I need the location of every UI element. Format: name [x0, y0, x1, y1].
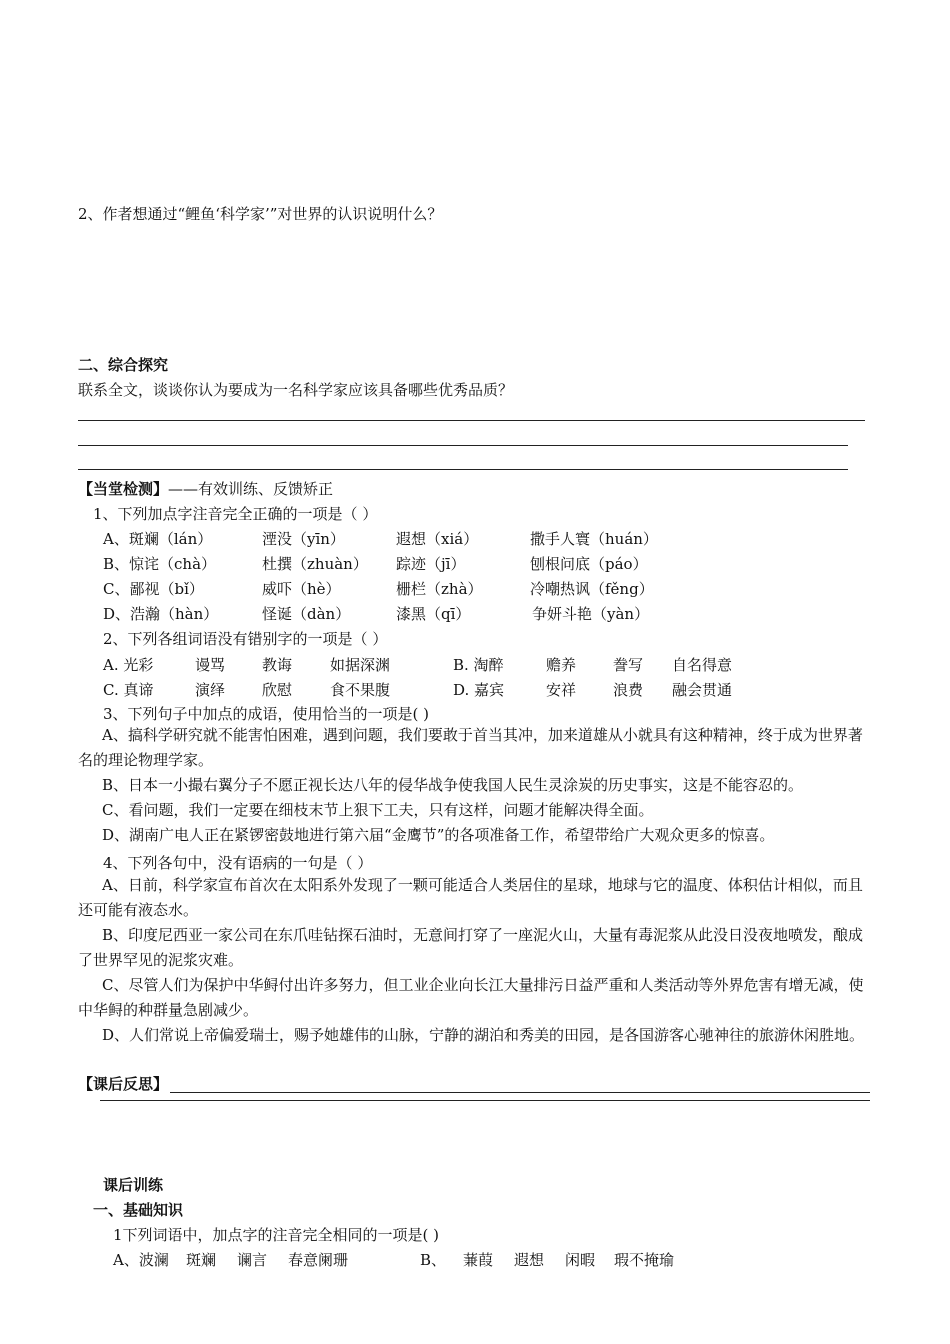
reflection-heading: 【课后反思】: [78, 1075, 169, 1093]
after-q1-b-4: 瑕不掩瑜: [614, 1251, 675, 1269]
comprehensive-prompt: 联系全文，谈谈你认为要成为一名科学家应该具备哪些优秀品质？: [78, 381, 514, 399]
q2-row1-7: 誊写: [613, 656, 644, 674]
q4-option-d: D、人们常说上帝偏爱瑞士，赐予她雄伟的山脉，宁静的湖泊和秀美的田园，是各国游客心驰神往的旅游休闲胜地。: [102, 1026, 865, 1044]
q2-row1-5: B. 淘醉: [453, 656, 504, 674]
after-class-q1-stem: 1下列词语中，加点字的注音完全相同的一项是( ): [113, 1226, 440, 1244]
after-q1-b-1: 蒹葭: [463, 1251, 494, 1269]
q2-row2-8: 融会贯通: [672, 681, 733, 699]
check-heading-row: [78, 478, 333, 499]
section-heading-comprehensive: 二、综合探究: [78, 356, 169, 374]
q1-option-d-4: 争妍斗艳（yàn）: [532, 605, 650, 623]
q2-row2-5: D. 嘉宾: [453, 681, 505, 699]
check-q3-stem: 3、下列句子中加点的成语，使用恰当的一项是( ): [103, 705, 430, 723]
q1-option-b-2: 杜撰（zhuàn）: [262, 555, 368, 573]
q2-row1-1: A. 光彩: [103, 656, 154, 674]
q2-row2-2: 演绎: [195, 681, 226, 699]
q3-option-c: C、看问题，我们一定要在细枝末节上狠下工夫，只有这样，问题才能解决得全面。: [102, 801, 654, 819]
after-class-title: 课后训练: [103, 1176, 164, 1194]
q2-row2-1: C. 真谛: [103, 681, 154, 699]
check-q2-stem: 2、下列各组词语没有错别字的一项是（ ）: [103, 630, 388, 648]
question-2: 2、作者想通过“鲤鱼‘科学家’”对世界的认识说明什么？: [78, 205, 443, 223]
q1-option-d-1: D、浩瀚（hàn）: [103, 605, 219, 623]
q1-option-a-2: 湮没（yīn）: [262, 530, 345, 548]
q1-option-b-4: 刨根问底（páo）: [530, 555, 648, 573]
q1-option-d-2: 怪诞（dàn）: [262, 605, 351, 623]
q3-option-b: B、日本一小撮右翼分子不愿正视长达八年的侵华战争使我国人民生灵涂炭的历史事实，这是不能容忍的。: [102, 776, 804, 794]
check-q1-stem: 1、下列加点字注音完全正确的一项是（ ）: [93, 505, 378, 523]
q1-option-a-1: A、斑斓（lán）: [103, 530, 213, 548]
q4-option-b: B、印度尼西亚一家公司在东爪哇钻探石油时，无意间打穿了一座泥火山，大量有毒泥浆从此没日没夜地喷发，酿成了世界罕见的泥浆灾难。: [78, 926, 864, 969]
q2-row1-8: 自名得意: [672, 656, 733, 674]
check-q4-stem: 4、下列各句中，没有语病的一句是（ ）: [103, 854, 373, 872]
after-q1-a-2: 斑斓: [186, 1251, 217, 1269]
q2-row2-7: 浪费: [613, 681, 644, 699]
after-q1-b-label: B、: [420, 1251, 447, 1269]
answer-line-3: [78, 469, 848, 470]
check-heading: 【当堂检测】: [78, 480, 169, 498]
after-q1-b-3: 闲暇: [565, 1251, 596, 1269]
q2-row1-4: 如据深渊: [330, 656, 391, 674]
after-class-heading: 一、基础知识: [93, 1201, 184, 1219]
answer-line-1: [78, 420, 865, 421]
q2-row1-2: 谩骂: [195, 656, 226, 674]
after-q1-a-3: 谰言: [237, 1251, 268, 1269]
q2-row2-6: 安祥: [546, 681, 577, 699]
q1-option-b-1: B、惊诧（chà）: [103, 555, 217, 573]
q3-option-a: A、搞科学研究就不能害怕困难，遇到问题，我们要敢于首当其冲，加来道雄从小就具有这种精神，终于成为世界著名的理论物理学家。: [78, 726, 863, 769]
q1-option-c-2: 威吓（hè）: [262, 580, 341, 598]
after-q1-b-2: 遐想: [514, 1251, 545, 1269]
after-q1-a-1: A、波澜: [113, 1251, 169, 1269]
q1-option-c-1: C、鄙视（bǐ）: [103, 580, 204, 598]
q1-option-d-3: 漆黑（qī）: [396, 605, 471, 623]
q1-option-c-3: 栅栏（zhà）: [396, 580, 483, 598]
reflection-line-2: [100, 1100, 870, 1101]
check-subtitle: ——有效训练、反馈矫正: [168, 480, 334, 498]
q2-row1-3: 教诲: [262, 656, 293, 674]
q3-option-d: D、湖南广电人正在紧锣密鼓地进行第六届“金鹰节”的各项准备工作，希望带给广大观众更多的惊喜。: [102, 826, 775, 844]
q1-option-b-3: 踪迹（jī）: [396, 555, 466, 573]
q4-option-a: A、日前，科学家宣布首次在太阳系外发现了一颗可能适合人类居住的星球，地球与它的温度、体积估计相似，而且还可能有液态水。: [78, 876, 863, 919]
q1-option-c-4: 冷嘲热讽（fěng）: [530, 580, 654, 598]
reflection-line-1: [170, 1092, 870, 1093]
q4-option-c: C、尽管人们为保护中华鲟付出许多努力，但工业企业向长江大量排污日益严重和人类活动等外界危害有增无减，使中华鲟的种群量急剧减少。: [78, 976, 864, 1019]
q2-row2-3: 欣慰: [262, 681, 293, 699]
q2-row2-4: 食不果腹: [330, 681, 391, 699]
q1-option-a-3: 遐想（xiá）: [396, 530, 479, 548]
q2-row1-6: 赡养: [546, 656, 577, 674]
after-q1-a-4: 春意阑珊: [288, 1251, 349, 1269]
answer-line-2: [78, 445, 848, 446]
q1-option-a-4: 撒手人寰（huán）: [530, 530, 658, 548]
